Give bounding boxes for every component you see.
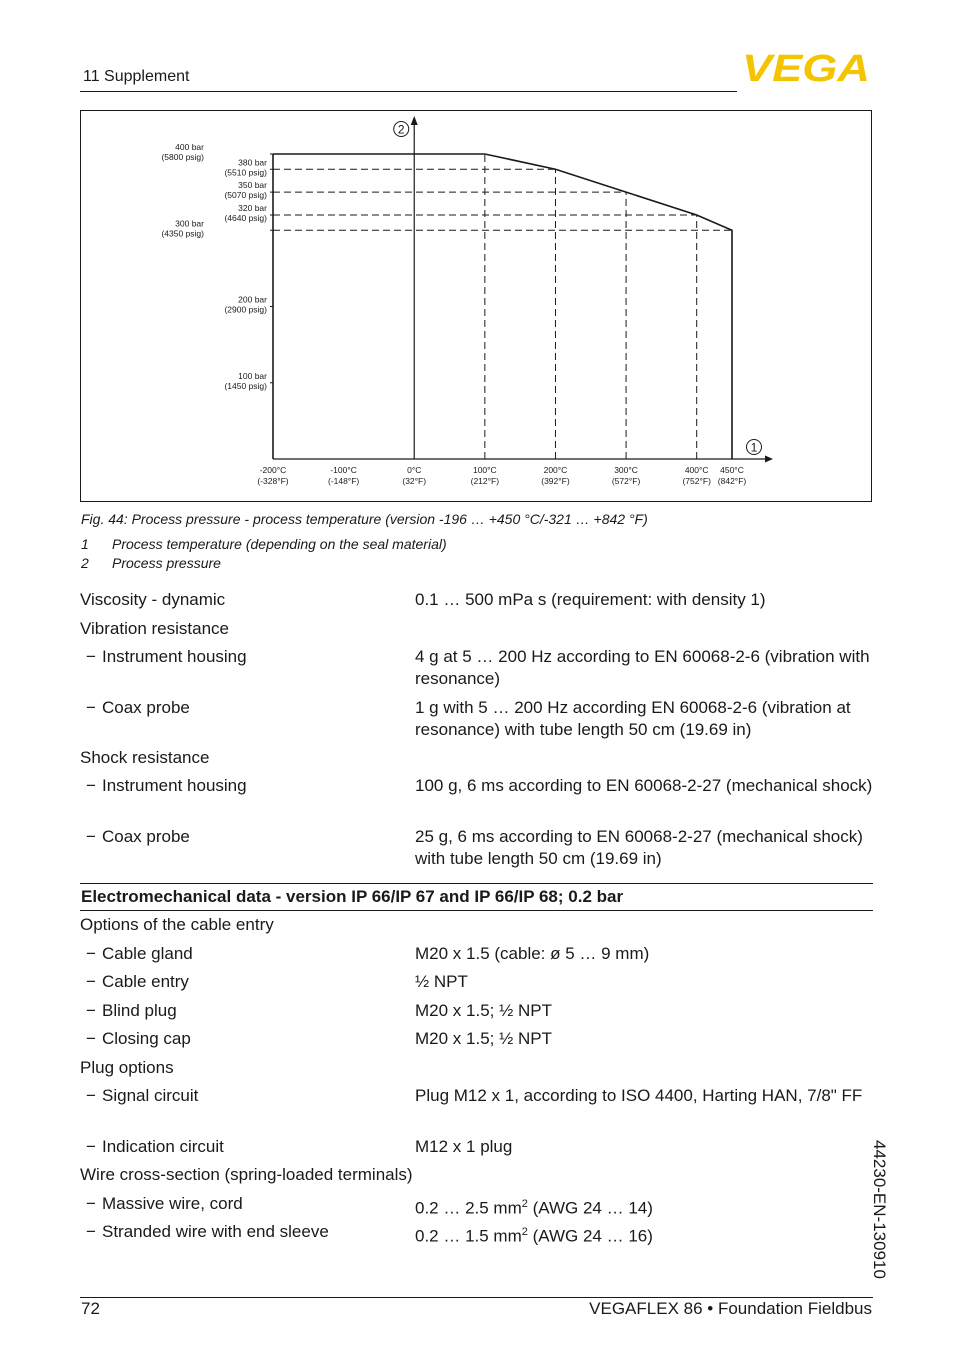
y-tick-label: 350 bar [238, 180, 267, 191]
y-axis-arrow [411, 116, 418, 125]
spec-label-text: Wire cross-section (spring-loaded terminals) [80, 1165, 413, 1184]
spec-label [80, 747, 209, 769]
list-dash: − [86, 647, 96, 666]
spec-value-suffix: (AWG 24 … 14) [527, 1198, 653, 1218]
footer-rule [80, 1297, 873, 1298]
list-dash: − [86, 827, 96, 846]
spec-label [86, 1136, 224, 1158]
spec-label-text: Viscosity - dynamic [80, 590, 226, 609]
spec-value-text: M12 x 1 plug [415, 1137, 513, 1156]
spec-label-text: Instrument housing [102, 776, 247, 795]
x-tick-sublabel: (392°F) [541, 476, 570, 486]
y-tick-label: 320 bar [238, 203, 267, 213]
spec-label-text: Coax probe [102, 698, 190, 717]
list-dash: − [86, 1222, 96, 1241]
spec-label-text: Coax probe [102, 827, 190, 846]
spec-label-text: Instrument housing [102, 647, 247, 666]
spec-value-text: M20 x 1.5 (cable: ø 5 … 9 mm) [415, 944, 650, 963]
spec-label [80, 589, 225, 611]
spec-label-text: Vibration resistance [80, 619, 229, 638]
legend-number: 1 [81, 536, 89, 552]
spec-label [86, 775, 247, 797]
spec-value [415, 943, 873, 965]
spec-value [415, 826, 873, 870]
legend-text: Process pressure [112, 555, 221, 571]
legend-text: Process temperature (depending on the seal material) [112, 536, 447, 552]
legend-number: 2 [81, 555, 89, 571]
x-tick-label: 300°C [614, 465, 638, 475]
spec-value-text: 4 g at 5 … 200 Hz according to EN 60068-2-6 (vibration with resonance) [415, 647, 870, 688]
spec-label-text: Cable entry [102, 972, 189, 991]
spec-label-text: Blind plug [102, 1001, 177, 1020]
legend-item [81, 555, 221, 571]
logo-text: VEGA [742, 50, 870, 84]
spec-value [415, 1085, 873, 1107]
spec-label [86, 1028, 191, 1050]
vega-logo [742, 50, 872, 84]
spec-value [415, 775, 873, 797]
spec-label-text: Shock resistance [80, 748, 210, 767]
spec-value-text: 100 g, 6 ms according to EN 60068-2-27 (mechanical shock) [415, 776, 873, 795]
pressure-envelope-line [273, 154, 732, 459]
y-tick-label: 380 bar [238, 157, 267, 168]
spec-value [415, 589, 873, 611]
list-dash: − [86, 1001, 96, 1020]
spec-value [415, 1221, 873, 1248]
figure-caption: Fig. 44: Process pressure - process temperature (version -196 … +450 °C/-321 … +842 °F) [81, 511, 648, 527]
spec-label-text: Closing cap [102, 1029, 191, 1048]
legend-item [81, 536, 447, 552]
x-tick-label: 450°C [720, 465, 744, 475]
y-tick-label: 100 bar [238, 370, 267, 381]
y-tick-sublabel: (5070 psig) [224, 190, 267, 201]
header-rule [80, 91, 737, 92]
y-tick-sublabel: (1450 psig) [224, 380, 267, 391]
spec-label [80, 1057, 174, 1079]
list-dash: − [86, 698, 96, 717]
x-tick-label: 100°C [472, 465, 497, 475]
y-tick-label: 200 bar [238, 294, 267, 305]
list-dash: − [86, 776, 96, 795]
x-tick-label: 0°C [407, 465, 422, 475]
spec-label-text: Cable gland [102, 944, 193, 963]
spec-label [80, 1164, 413, 1186]
document-code: 44230-EN-130910 [870, 1140, 889, 1279]
x-tick-sublabel: (-148°F) [327, 476, 360, 486]
spec-label-text: Stranded wire with end sleeve [102, 1222, 329, 1241]
spec-label [86, 1085, 198, 1107]
y-tick-label: 400 bar [175, 142, 204, 152]
spec-value-text: Plug M12 x 1, according to ISO 4400, Harting HAN, 7/8" FF [415, 1086, 863, 1105]
spec-value-text: M20 x 1.5; ½ NPT [415, 1001, 552, 1020]
spec-label [80, 914, 274, 936]
pressure-temperature-chart [81, 111, 871, 501]
document-title: VEGAFLEX 86 • Foundation Fieldbus [589, 1299, 872, 1318]
page-number: 72 [81, 1299, 100, 1318]
spec-value-text: 0.2 … 1.5 mm [415, 1226, 522, 1246]
section-title: Electromechanical data - version IP 66/IP 67 and IP 66/IP 68; 0.2 bar [81, 887, 624, 906]
chart-frame [80, 110, 872, 502]
x-tick-sublabel: (572°F) [611, 476, 641, 486]
spec-value-text: 0.1 … 500 mPa s (requirement: with density 1) [415, 590, 766, 609]
spec-label [86, 697, 190, 719]
spec-label-text: Indication circuit [102, 1137, 224, 1156]
y-tick-sublabel: (4350 psig) [161, 228, 204, 239]
spec-label-text: Options of the cable entry [80, 915, 274, 934]
y-tick-sublabel: (4640 psig) [224, 213, 267, 223]
y-tick-sublabel: (2900 psig) [224, 304, 267, 315]
y-tick-sublabel: (5800 psig) [161, 152, 204, 162]
x-tick-label: 400°C [684, 465, 709, 475]
spec-label [86, 646, 247, 668]
spec-label [80, 618, 229, 640]
x-tick-sublabel: (32°F) [402, 476, 427, 486]
spec-value-text: M20 x 1.5; ½ NPT [415, 1029, 552, 1048]
x-tick-label: -200°C [259, 465, 287, 475]
spec-value [415, 1028, 873, 1050]
y-tick-label: 300 bar [175, 218, 204, 229]
list-dash: − [86, 1137, 96, 1156]
x-tick-label: -100°C [330, 465, 357, 475]
list-dash: − [86, 944, 96, 963]
x-tick-sublabel: (842°F) [717, 476, 747, 486]
spec-value [415, 1136, 873, 1158]
spec-label-text: Plug options [80, 1058, 174, 1077]
spec-label-text: Signal circuit [102, 1086, 199, 1105]
spec-label [86, 826, 190, 848]
spec-value-text: 25 g, 6 ms according to EN 60068-2-27 (mechanical shock) with tube length 50 cm (19.69 in) [415, 827, 863, 868]
spec-label [86, 1000, 177, 1022]
spec-value-text: 0.2 … 2.5 mm [415, 1198, 522, 1218]
spec-value [415, 646, 873, 690]
spec-value [415, 1193, 873, 1220]
x-tick-sublabel: (212°F) [470, 476, 500, 486]
x-tick-sublabel: (-328°F) [257, 476, 289, 486]
spec-value [415, 697, 873, 741]
list-dash: − [86, 1194, 96, 1213]
unit-superscript: 2 [521, 1226, 528, 1238]
spec-label [86, 1221, 329, 1243]
y-axis-marker: 2 [397, 122, 405, 137]
x-tick-sublabel: (752°F) [682, 476, 711, 486]
list-dash: − [86, 1029, 96, 1048]
spec-label [86, 1193, 243, 1215]
x-axis-marker: 1 [750, 440, 758, 455]
y-tick-sublabel: (5510 psig) [224, 167, 267, 178]
spec-value [415, 1000, 873, 1022]
spec-label [86, 971, 189, 993]
spec-value-suffix: (AWG 24 … 16) [527, 1226, 653, 1246]
spec-value-text: 1 g with 5 … 200 Hz according EN 60068-2-6 (vibration at resonance) with tube length 50 cm (19.69 in) [415, 698, 851, 739]
x-tick-label: 200°C [543, 465, 568, 475]
spec-label [86, 943, 193, 965]
list-dash: − [86, 972, 96, 991]
spec-label-text: Massive wire, cord [102, 1194, 243, 1213]
unit-superscript: 2 [521, 1198, 528, 1210]
spec-value [415, 971, 873, 993]
x-axis-arrow [765, 456, 773, 463]
section-heading: 11 Supplement [83, 68, 190, 85]
list-dash: − [86, 1086, 96, 1105]
spec-value-text: ½ NPT [415, 972, 468, 991]
